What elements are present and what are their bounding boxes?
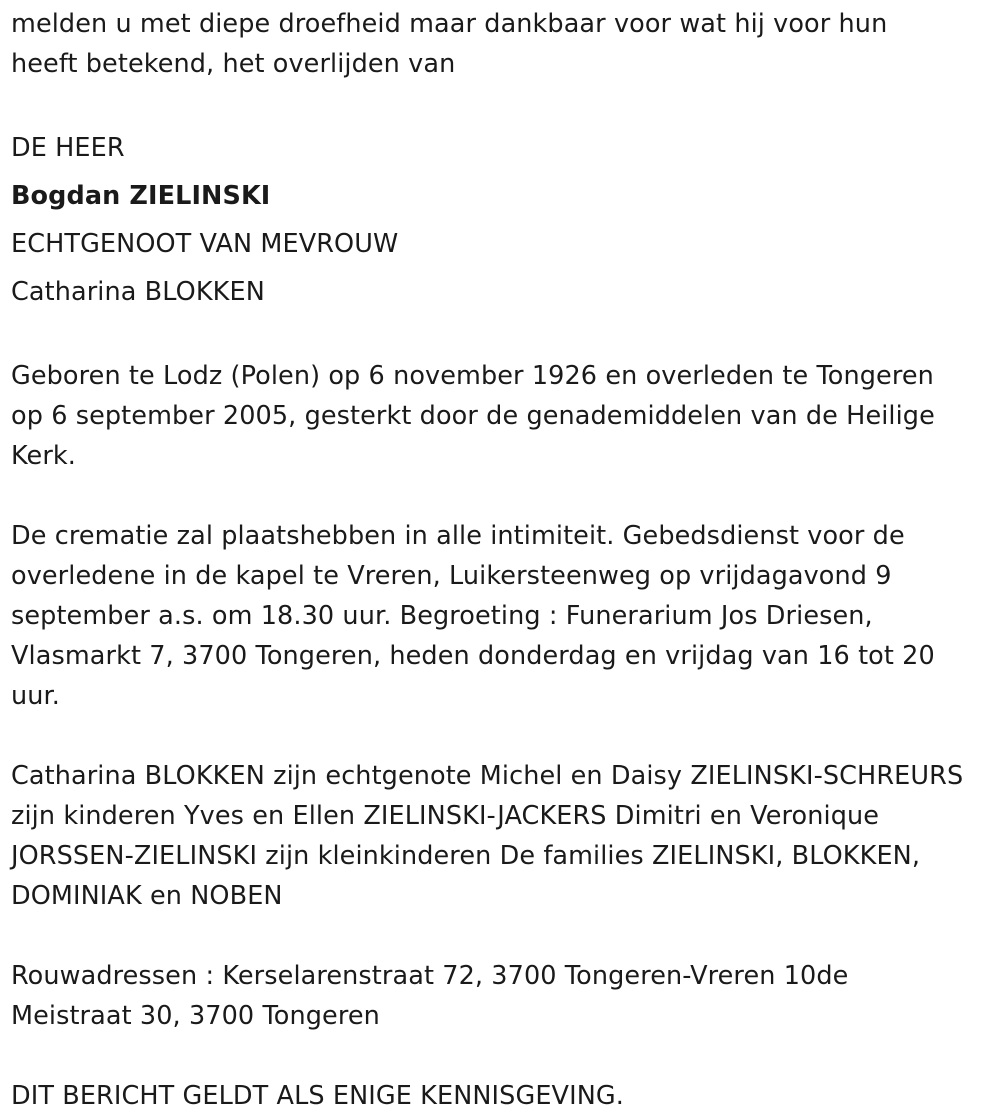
birth-death-line: Kerk. [11,441,76,471]
ceremony-line: Vlasmarkt 7, 3700 Tongeren, heden donderdag en vrijdag van 16 tot 20 [11,641,935,671]
spouse-name: Catharina BLOKKEN [11,277,265,307]
ceremony-line: De crematie zal plaatshebben in alle intimiteit. Gebedsdienst voor de [11,521,905,551]
spacer [11,84,996,124]
ceremony-line: uur. [11,681,60,711]
family-line: JORSSEN-ZIELINSKI zijn kleinkinderen De families ZIELINSKI, BLOKKEN, [11,841,921,871]
notice-text: DIT BERICHT GELDT ALS ENIGE KENNISGEVING. [11,1081,624,1111]
family-line: zijn kinderen Yves en Ellen ZIELINSKI-JACKERS Dimitri en Veronique [11,801,880,831]
ceremony-line: overledene in de kapel te Vreren, Luikersteenweg op vrijdagavond 9 [11,561,892,591]
deceased-relation: ECHTGENOOT VAN MEVROUW [11,229,399,259]
birth-death-line: Geboren te Lodz (Polen) op 6 november 1926 en overleden te Tongeren [11,361,934,391]
obituary-document [11,4,996,1116]
intro-line: melden u met diepe droefheid maar dankbaar voor wat hij voor hun [11,9,888,39]
birth-death-line: op 6 september 2005, gesterkt door de genademiddelen van de Heilige [11,401,935,431]
family-paragraph [11,756,996,916]
spacer [11,476,996,516]
intro-paragraph [11,4,996,84]
ceremony-line: september a.s. om 18.30 uur. Begroeting : Funerarium Jos Driesen, [11,601,873,631]
intro-line: heeft betekend, het overlijden van [11,49,456,79]
deceased-title: DE HEER [11,133,125,163]
ceremony-paragraph [11,516,996,716]
birth-death-paragraph [11,356,996,476]
spacer [11,316,996,356]
deceased-block [11,124,996,316]
address-line: Meistraat 30, 3700 Tongeren [11,1001,380,1031]
spacer [11,1036,996,1076]
deceased-name: Bogdan ZIELINSKI [11,181,271,211]
family-line: Catharina BLOKKEN zijn echtgenote Michel en Daisy ZIELINSKI-SCHREURS [11,761,964,791]
spacer [11,716,996,756]
family-line: DOMINIAK en NOBEN [11,881,283,911]
address-line: Rouwadressen : Kerselarenstraat 72, 3700 Tongeren-Vreren 10de [11,961,849,991]
spacer [11,916,996,956]
addresses-paragraph [11,956,996,1036]
